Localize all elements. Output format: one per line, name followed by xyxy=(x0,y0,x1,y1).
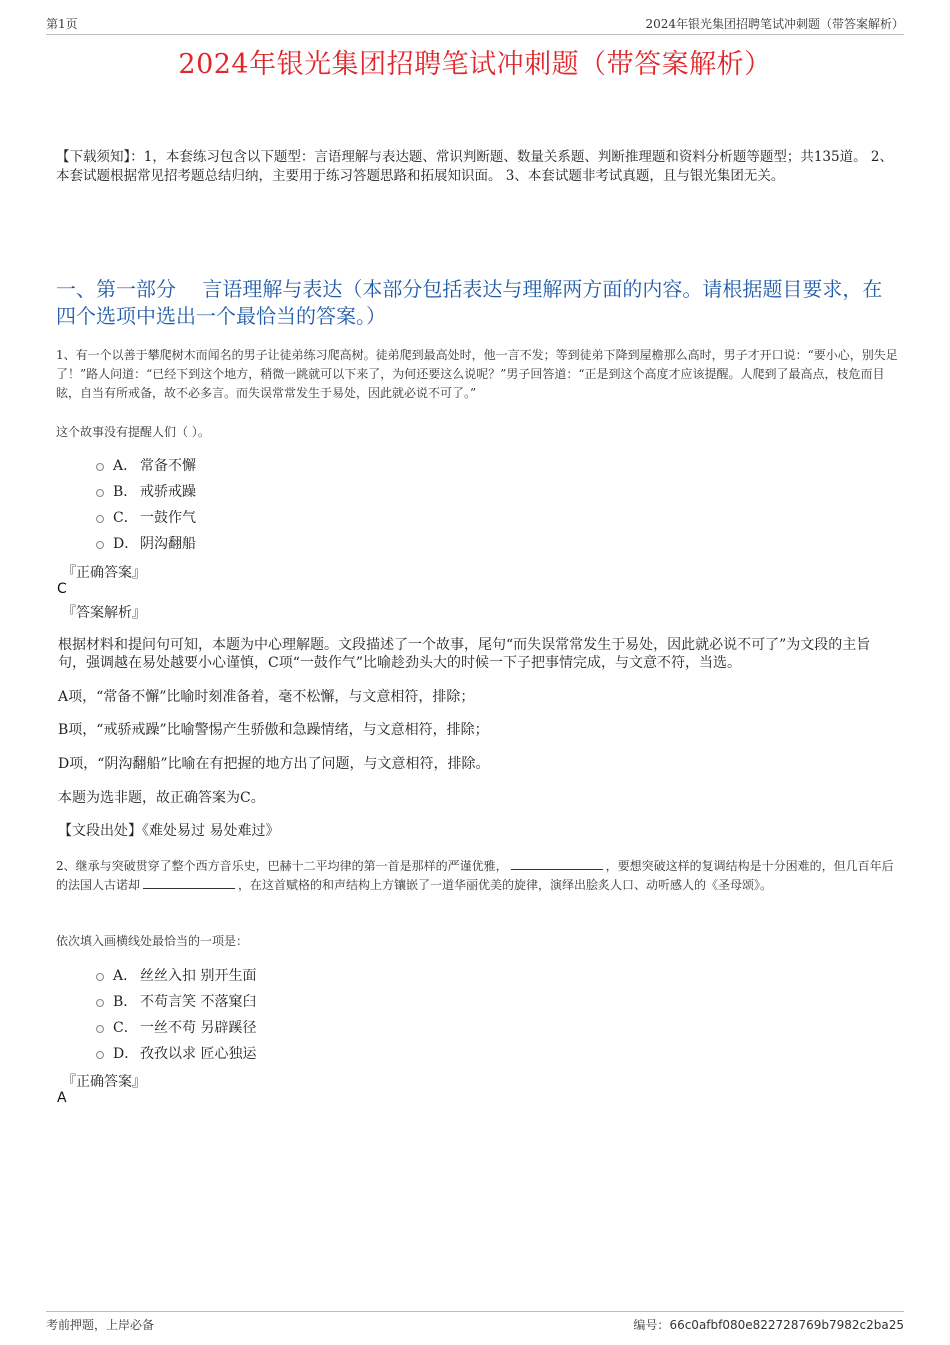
question-2-text: 2、继承与突破贯穿了整个西方音乐史，巴赫十二平均律的第一首是那样的严谨优雅， ，要想突破这样的复调结构是十分困难的，但几百年后的法国人古诺却 ，在这首赋格的和声结构上方镶嵌了一道华丽优美的旋律，演绎出脍炙人口、动听感人的《圣母颂》。 xyxy=(56,859,894,892)
correct-answer: A xyxy=(57,1090,67,1106)
page-number: 第1页 xyxy=(46,17,78,31)
analysis-paragraph: B项，“戒骄戒躁”比喻警惕产生骄傲和急躁情绪，与文意相符，排除； xyxy=(58,722,489,738)
option-text: 孜孜以求 匠心独运 xyxy=(140,1046,257,1062)
option-a[interactable]: A． 常备不懈 xyxy=(96,452,196,478)
option-text: 不苟言笑 不落窠臼 xyxy=(140,994,257,1010)
option-d[interactable]: D． 孜孜以求 匠心独运 xyxy=(96,1040,256,1066)
radio-button-icon[interactable] xyxy=(96,463,104,471)
radio-button-icon[interactable] xyxy=(96,999,104,1007)
question-2-stem: 依次填入画横线处最恰当的一项是： xyxy=(56,934,249,948)
radio-button-icon[interactable] xyxy=(96,1025,104,1033)
correct-answer-label: 『正确答案』 xyxy=(62,1074,146,1090)
question-1-text: 1、有一个以善于攀爬树木而闻名的男子让徒弟练习爬高树。徒弟爬到最高处时，他一言不发；等到徒弟下降到屋檐那么高时，男子才开口说：“要小心，别失足了！”路人问道：“已经下到这个地方，稍微一跳就可以下来了，为何还要这么说呢？”男子回答道：“正是到这个高度才应该提醒。人爬到了最高点，枝危而目眩，自当有所戒备，故不必多言。而失误常常发生于易处，因此就必说不可了。” xyxy=(56,348,898,400)
fill-blank xyxy=(143,877,235,889)
correct-answer-label: 『正确答案』 xyxy=(62,565,146,581)
text-source: 【文段出处】《难处易过 易处难过》 xyxy=(58,823,280,839)
analysis-paragraph: 根据材料和提问句可知，本题为中心理解题。文段描述了一个故事，尾句“而失误常常发生于易处，因此就必说不可了”为文段的主旨句，强调越在易处越要小心谨慎，C项“一鼓作气”比喻趁劲头大的时候一下子把事情完成，与文意不符，当选。 xyxy=(58,637,871,671)
radio-button-icon[interactable] xyxy=(96,973,104,981)
fill-blank xyxy=(511,858,603,870)
document-title: 2024年银光集团招聘笔试冲刺题（带答案解析） xyxy=(178,49,772,80)
radio-button-icon[interactable] xyxy=(96,515,104,523)
page-header xyxy=(46,14,904,35)
section-title: 一、第一部分 言语理解与表达（本部分包括表达与理解两方面的内容。请根据题目要求，在四个选项中选出一个最恰当的答案。） xyxy=(56,277,883,328)
option-c[interactable]: C． 一鼓作气 xyxy=(96,504,196,530)
option-c[interactable]: C． 一丝不苟 另辟蹊径 xyxy=(96,1014,256,1040)
option-text: 一丝不苟 另辟蹊径 xyxy=(140,1020,257,1036)
radio-button-icon[interactable] xyxy=(96,1051,104,1059)
download-notice: 【下载须知】：1，本套练习包含以下题型：言语理解与表达题、常识判断题、数量关系题、判断推理题和资料分析题等题型；共135道。 2、本套试题根据常见招考题总结归纳，主要用于练习答题思路和拓展知识面。 3、本套试题非考试真题，且与银光集团无关。 xyxy=(56,149,893,184)
document-code: 编号：66c0afbf080e822728769b7982c2ba25 xyxy=(633,1318,904,1332)
option-b[interactable]: B． 戒骄戒躁 xyxy=(96,478,196,504)
question-1-stem: 这个故事没有提醒人们（ ）。 xyxy=(56,425,210,439)
analysis-paragraph: 本题为选非题，故正确答案为C。 xyxy=(58,790,265,806)
option-text: 丝丝入扣 别开生面 xyxy=(140,968,257,984)
page-footer xyxy=(46,1311,904,1333)
radio-button-icon[interactable] xyxy=(96,489,104,497)
option-text: 戒骄戒躁 xyxy=(140,484,196,500)
question-2-options xyxy=(96,962,256,1066)
analysis-paragraph: A项，“常备不懈”比喻时刻准备着，毫不松懈，与文意相符，排除； xyxy=(58,689,475,705)
footer-slogan: 考前押题，上岸必备 xyxy=(46,1318,155,1332)
correct-answer: C xyxy=(57,581,67,597)
analysis-label: 『答案解析』 xyxy=(62,605,146,621)
analysis-paragraph: D项，“阴沟翻船”比喻在有把握的地方出了问题，与文意相符，排除。 xyxy=(58,756,490,772)
option-text: 一鼓作气 xyxy=(140,510,196,526)
question-1-options xyxy=(96,452,196,556)
option-text: 常备不懈 xyxy=(140,458,196,474)
header-title: 2024年银光集团招聘笔试冲刺题（带答案解析） xyxy=(645,17,904,31)
radio-button-icon[interactable] xyxy=(96,541,104,549)
option-text: 阴沟翻船 xyxy=(140,536,196,552)
option-a[interactable]: A． 丝丝入扣 别开生面 xyxy=(96,962,256,988)
option-d[interactable]: D． 阴沟翻船 xyxy=(96,530,196,556)
option-b[interactable]: B． 不苟言笑 不落窠臼 xyxy=(96,988,256,1014)
